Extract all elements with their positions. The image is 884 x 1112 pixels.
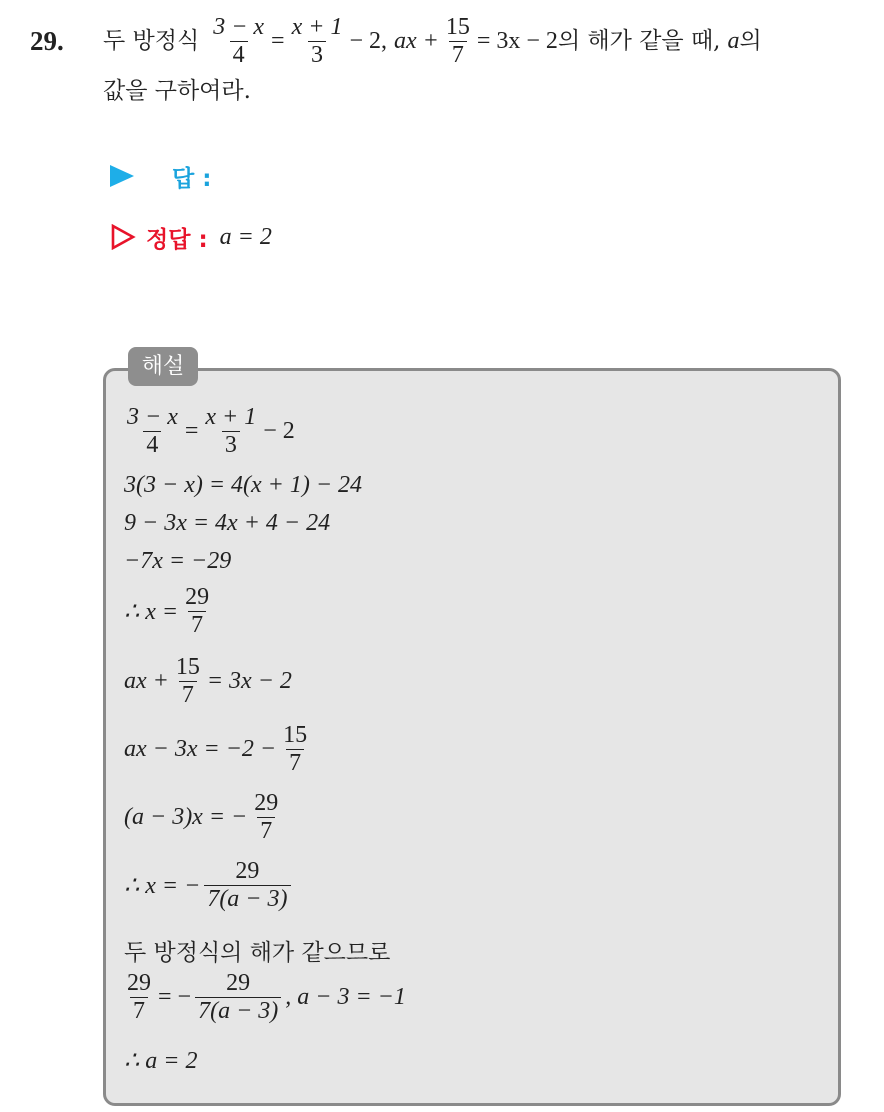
fraction [204, 858, 290, 913]
denominator: 7 [130, 997, 148, 1025]
question-connector: 의 해가 같을 때, [557, 28, 721, 54]
solution-line-2: 3(3 − x) = 4(x + 1) − 24 [124, 472, 363, 498]
denominator: 3 [222, 431, 240, 459]
fraction [124, 404, 181, 459]
fraction [443, 14, 473, 69]
equation-head: ∴ x = − [124, 873, 201, 899]
numerator: 3 − x [213, 14, 265, 40]
equation-head: ax − 3x = −2 − [124, 736, 277, 762]
denominator: 7(a − 3) [195, 997, 281, 1025]
denominator: 7 [257, 817, 275, 845]
equation-head: ∴ x = [124, 599, 179, 625]
equation-tail: − 2 [263, 418, 295, 444]
answer-label: 답 : [172, 165, 212, 192]
solution-line-3: 9 − 3x = 4x + 4 − 24 [124, 510, 331, 536]
solution-line-12: ∴ a = 2 [124, 1048, 198, 1074]
numerator: 29 [235, 858, 260, 884]
outline-triangle-icon [110, 224, 136, 250]
numerator: x + 1 [205, 404, 257, 430]
numerator: 29 [254, 790, 279, 816]
fraction [195, 970, 281, 1025]
correct-answer-label: 정답 : [146, 226, 208, 253]
question-text [103, 14, 873, 108]
equation-tail: = 3x − 2 [206, 668, 292, 694]
equation-head: (a − 3)x = − [124, 804, 248, 830]
solution-tag: 해설 [128, 347, 198, 386]
denominator: 4 [143, 431, 161, 459]
fraction [289, 14, 346, 69]
fraction [202, 404, 259, 459]
fraction [124, 970, 154, 1025]
solution-line-9 [124, 858, 824, 913]
solution-line-5 [124, 584, 824, 639]
particle: 의 [739, 28, 762, 54]
numerator: 29 [185, 584, 210, 610]
question-number: 29. [30, 26, 64, 56]
answer-row [110, 160, 211, 192]
denominator: 4 [230, 41, 248, 69]
equation-2-tail: = 3x − 2 [476, 28, 558, 54]
solution-line-8 [124, 790, 824, 845]
solution-line-7 [124, 722, 824, 777]
equation-tail: − 2, [349, 28, 387, 54]
numerator: 29 [226, 970, 251, 996]
solution-line-1 [124, 404, 824, 459]
equation-tail: , a − 3 = −1 [285, 984, 406, 1010]
denominator: 3 [308, 41, 326, 69]
fraction [280, 722, 310, 777]
solution-line-10: 두 방정식의 해가 같으므로 [124, 940, 391, 966]
equation-2-head: ax + [394, 28, 439, 54]
numerator: 29 [127, 970, 151, 996]
equals-sign: = − [158, 984, 192, 1010]
question-intro: 두 방정식 [103, 28, 200, 54]
denominator: 7 [179, 681, 197, 709]
numerator: 15 [283, 722, 308, 748]
fraction [182, 584, 212, 639]
fraction [173, 654, 203, 709]
equation-head: ax + [124, 668, 169, 694]
equals-sign: = [184, 418, 199, 444]
fraction [210, 14, 267, 69]
correct-answer-row [110, 220, 272, 254]
fraction [251, 790, 281, 845]
numerator: 15 [175, 654, 200, 680]
numerator: x + 1 [291, 14, 343, 40]
question-line-1 [103, 14, 873, 69]
solution-line-4: −7x = −29 [124, 548, 232, 574]
solution-line-11 [124, 970, 824, 1025]
denominator: 7 [286, 749, 304, 777]
solution-line-6 [124, 654, 824, 709]
numerator: 3 − x [127, 404, 178, 430]
denominator: 7 [449, 41, 467, 69]
variable: a [727, 28, 740, 54]
equals-sign: = [271, 28, 285, 54]
denominator: 7(a − 3) [204, 885, 290, 913]
question-line-2: 값을 구하여라. [103, 78, 251, 104]
denominator: 7 [188, 611, 206, 639]
play-triangle-icon [110, 165, 134, 187]
numerator: 15 [445, 14, 470, 40]
correct-answer-value: a = 2 [219, 223, 272, 250]
